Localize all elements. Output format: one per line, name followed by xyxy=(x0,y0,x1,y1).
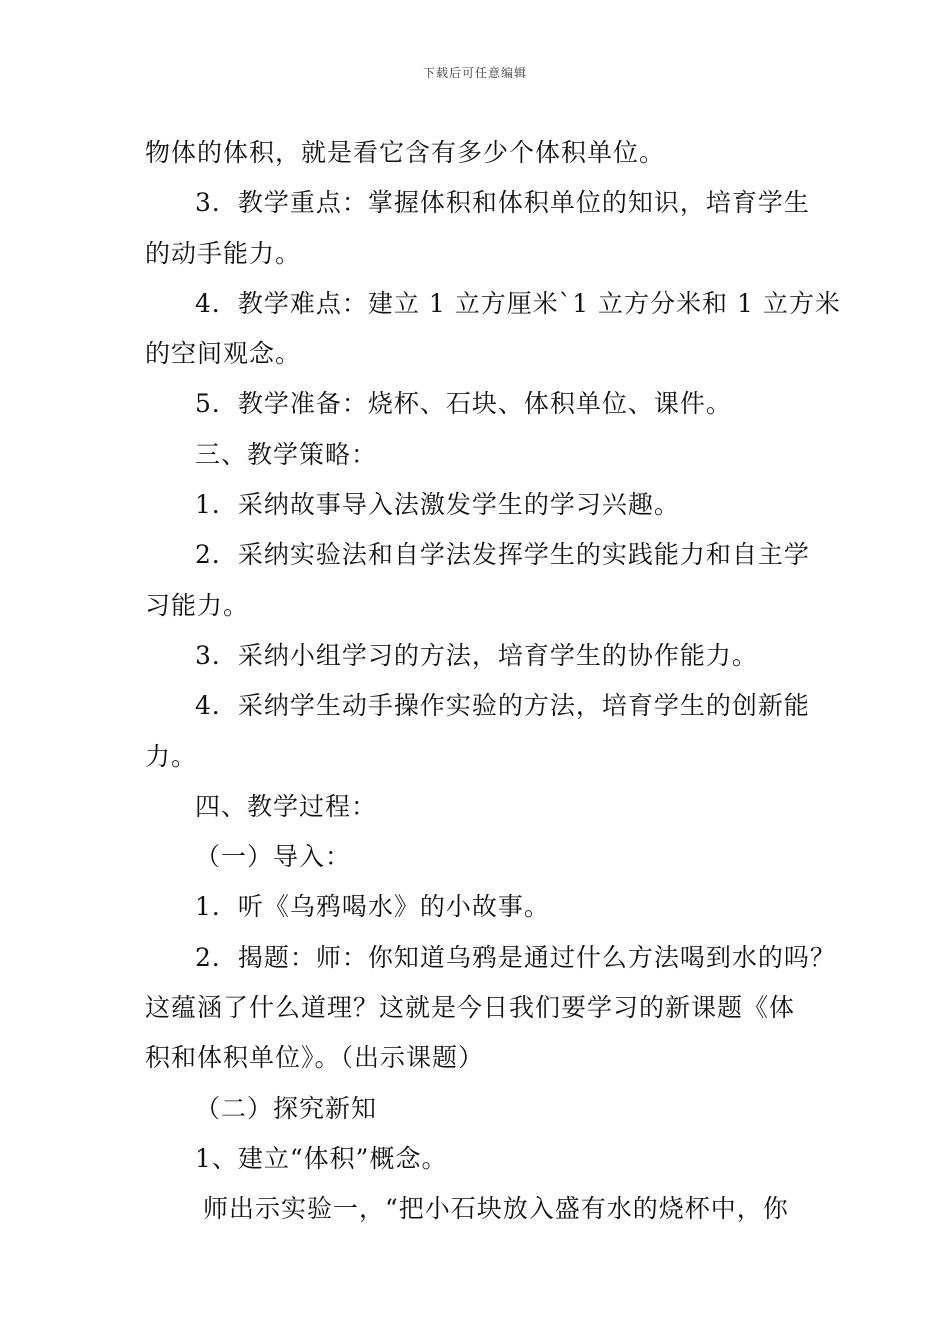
subsection-heading: （二）探究新知 xyxy=(195,1093,378,1123)
section-heading: 三、教学策略： xyxy=(195,439,378,469)
paragraph-line: 物体的体积，就是看它含有多少个体积单位。 xyxy=(145,138,666,167)
paragraph-line: 5．教学准备：烧杯、石块、体积单位、课件。 xyxy=(195,389,732,419)
paragraph-line: 力。 xyxy=(145,741,198,771)
paragraph-line: 习能力。 xyxy=(145,590,250,620)
paragraph-line: 2．采纳实验法和自学法发挥学生的实践能力和自主学 xyxy=(195,540,810,570)
paragraph-line: 4．采纳学生动手操作实验的方法，培育学生的创新能 xyxy=(195,691,810,721)
paragraph-line: 积和体积单位》。（出示课题） xyxy=(145,1043,485,1073)
section-heading: 四、教学过程： xyxy=(195,791,378,821)
paragraph-line: 的动手能力。 xyxy=(145,238,302,268)
paragraph-line: 2．揭题：师：你知道乌鸦是通过什么方法喝到水的吗？ xyxy=(195,942,836,972)
paragraph-line: 1．听《乌鸦喝水》的小故事。 xyxy=(195,892,550,922)
page-header: 下载后可任意编辑 xyxy=(422,66,527,80)
paragraph-line: 1．采纳故事导入法激发学生的学习兴趣。 xyxy=(195,490,680,520)
paragraph-line: 4．教学难点：建立 1 立方厘米`1 立方分米和 1 立方米 xyxy=(195,288,841,318)
paragraph-line: 3．采纳小组学习的方法，培育学生的协作能力。 xyxy=(195,640,758,670)
paragraph-line: 师出示实验一，“把小石块放入盛有水的烧杯中，你 xyxy=(203,1194,789,1224)
paragraph-line: 3．教学重点：掌握体积和体积单位的知识，培育学生 xyxy=(195,188,810,218)
subsection-heading: （一）导入： xyxy=(195,842,352,872)
document-body xyxy=(145,128,841,1235)
paragraph-line: 这蕴涵了什么道理？这就是今日我们要学习的新课题《体 xyxy=(145,993,796,1023)
paragraph-line: 1、建立“体积”概念。 xyxy=(195,1143,448,1173)
paragraph-line: 的空间观念。 xyxy=(145,339,302,369)
